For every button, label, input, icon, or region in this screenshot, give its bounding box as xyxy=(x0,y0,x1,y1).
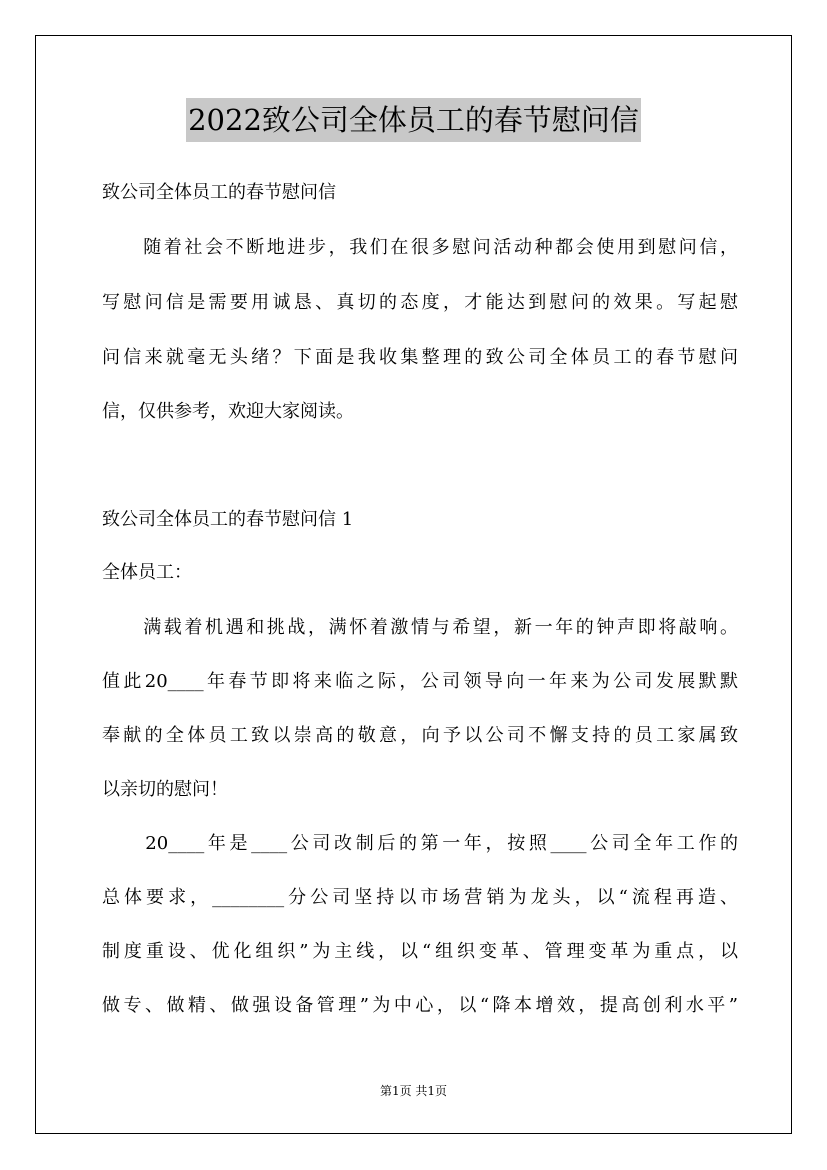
paragraph-line: 信，仅供参考，欢迎大家阅读。 xyxy=(102,401,354,422)
paragraph-line: 20____年是____公司改制后的第一年，按照____公司全年工作的 xyxy=(102,833,738,854)
paragraph-line: 奉献的全体员工致以崇高的敬意，向予以公司不懈支持的员工家属致 xyxy=(102,725,738,746)
paragraph-line: 制度重设、优化组织”为主线，以“组织变革、管理变革为重点，以 xyxy=(102,941,738,962)
paragraph-line: 值此20____年春节即将来临之际，公司领导向一年来为公司发展默默 xyxy=(102,671,738,692)
title-container xyxy=(0,98,827,142)
heading-line: 致公司全体员工的春节慰问信 xyxy=(102,182,336,203)
page-footer: 第1页 共1页 xyxy=(379,1084,448,1098)
paragraph-line: 总体要求，________分公司坚持以市场营销为龙头，以“流程再造、 xyxy=(102,887,738,908)
section-heading: 致公司全体员工的春节慰问信 1 xyxy=(102,509,354,530)
paragraph-line: 随着社会不断地进步，我们在很多慰问活动种都会使用到慰问信， xyxy=(102,237,738,258)
paragraph-line: 写慰问信是需要用诚恳、真切的态度，才能达到慰问的效果。写起慰 xyxy=(102,292,738,313)
document-title: 2022致公司全体员工的春节慰问信 xyxy=(186,98,641,142)
paragraph-line: 做专、做精、做强设备管理”为中心，以“降本增效，提高创利水平” xyxy=(102,995,738,1016)
paragraph-line: 问信来就毫无头绪？下面是我收集整理的致公司全体员工的春节慰问 xyxy=(102,347,738,368)
paragraph-line: 以亲切的慰问！ xyxy=(102,779,228,800)
paragraph-line: 满载着机遇和挑战，满怀着激情与希望，新一年的钟声即将敲响。 xyxy=(102,617,738,638)
salutation: 全体员工： xyxy=(102,562,192,583)
